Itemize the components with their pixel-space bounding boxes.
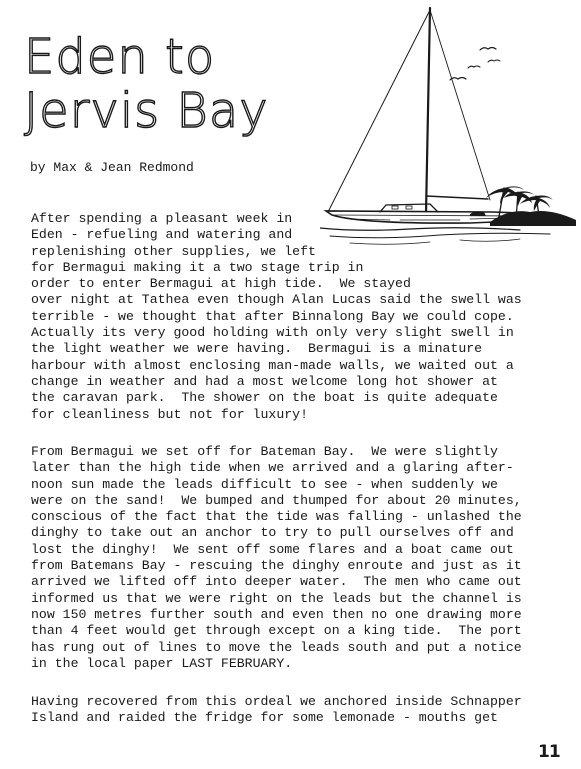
article-title (24, 30, 269, 138)
page-number: 11 (538, 742, 560, 762)
paragraph-3: Having recovered from this ordeal we anchored inside Schnapper Island and raided the fridge for some lemonade - mouths get (31, 694, 522, 726)
byline: by Max & Jean Redmond (30, 160, 194, 175)
paragraph-2: From Bermagui we set off for Bateman Bay. We were slightly later than the high tide when we arrived and a glaring after- noon sun made the leads difficult to see - when suddenly we were on the sand! We bumped and thumped for about 20 minutes, conscious of the fact that the tide was falling - unlashed the dinghy to take out an anchor to try to pull ourselves off and lost the dinghy! We sent off some flares and a boat came out from Batemans Bay - rescuing the dinghy enroute and just as it arrived we lifted off into deeper water. The men who came out informed us that we were right on the leads but the channel is now 150 metres further south and even then no one drawing more than 4 feet would get through except on a king tide. The port has rung out of lines to move the leads south and put a notice in the local paper LAST FEBRUARY. (31, 444, 522, 671)
paragraph-1: After spending a pleasant week in Eden - refueling and watering and replenishing other supplies, we left for Bermagui making it a two stage trip in order to enter Bermagui at high tide. We stayed over night at Tathea even though Alan Lucas said the swell was terrible - we thought that after Binnalong Bay we could cope. Actually its very good holding with only very slight swell in the light weather we were having. Bermagui is a minature harbour with almost enclosing man-made walls, we waited out a change in weather and had a most welcome long hot shower at the caravan park. The shower on the boat is quite adequate for cleanliness but not for luxury! (31, 211, 522, 422)
title-line-1: Eden to (24, 29, 216, 85)
title-line-2: Jervis Bay (24, 83, 269, 139)
